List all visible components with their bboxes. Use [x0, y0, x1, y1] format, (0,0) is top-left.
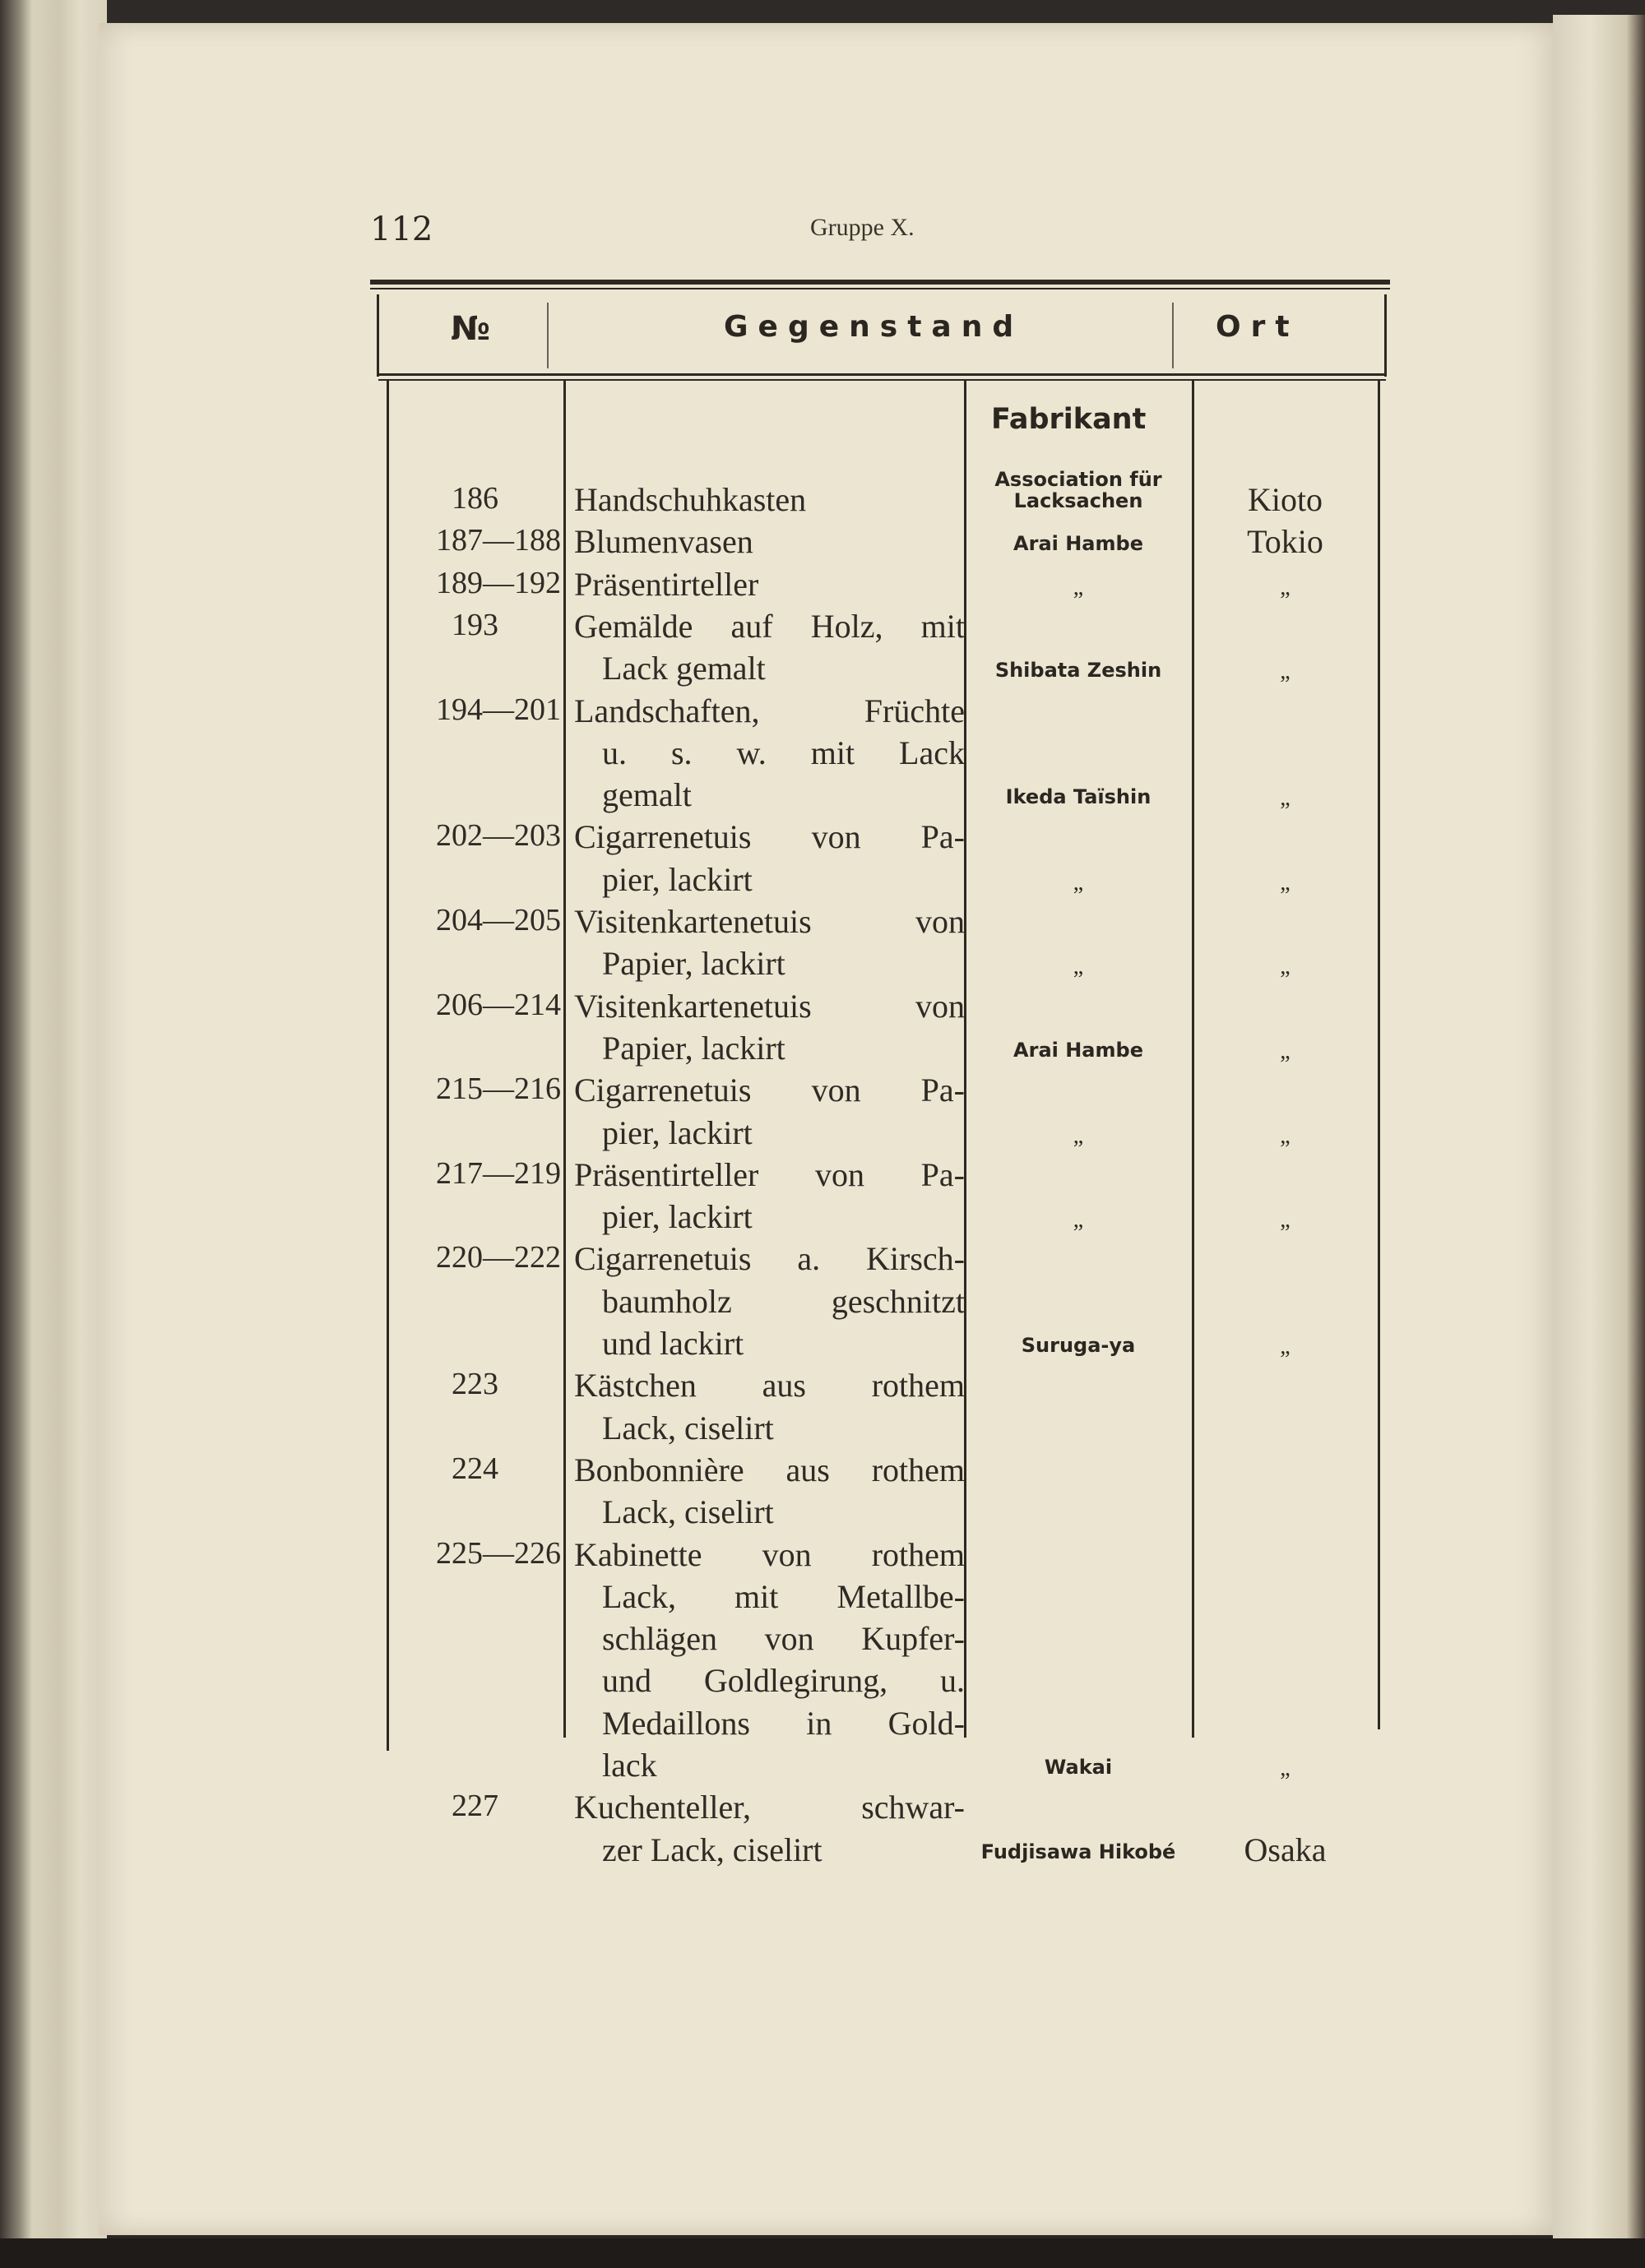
row-number: 194—201 [436, 692, 561, 727]
book-page-edges-right [1553, 15, 1645, 2268]
ort-cell: Osaka [1244, 1831, 1327, 1868]
ort-cell: „ [1280, 869, 1291, 896]
item-description-line: Präsentirteller von Pa- [574, 1155, 965, 1193]
header-right-border [1384, 294, 1387, 377]
item-description-line: Papier, lackirt [602, 945, 785, 983]
ort-cell: „ [1280, 574, 1291, 600]
item-description-line: Handschuhkasten [574, 481, 807, 518]
column-header-gegenstand: Gegenstand [724, 310, 1024, 344]
item-description-line: Visitenkartenetuis von [574, 903, 965, 940]
item-description-line: pier, lackirt [602, 1113, 753, 1151]
row-number: 224 [452, 1451, 498, 1486]
fabrikant-cell: Fudjisawa Hikobé [980, 1840, 1176, 1863]
row-number: 215—216 [436, 1072, 561, 1107]
ort-cell: „ [1280, 1122, 1291, 1149]
item-description-line: gemalt [602, 776, 692, 814]
fabrikant-cell: Shibata Zeshin [994, 659, 1162, 683]
row-number: 227 [452, 1789, 498, 1824]
table-left-border [387, 381, 389, 1751]
row-number: 206—214 [436, 987, 561, 1022]
item-description-line: Medaillons in Gold- [602, 1704, 965, 1742]
row-number: 223 [452, 1367, 498, 1402]
item-description-line: Visitenkartenetuis von [574, 987, 965, 1025]
item-description-line: Präsentirteller [574, 565, 759, 603]
running-head: Gruppe X. [810, 214, 915, 241]
row-number: 217—219 [436, 1155, 561, 1191]
fabrikant-cell: Wakai [1044, 1756, 1113, 1779]
item-description-line: baumholz geschnitzt [602, 1282, 965, 1320]
ort-cell: Kioto [1247, 481, 1323, 518]
row-number: 202—203 [436, 818, 561, 854]
item-description-line: Lack, mit Metallbe- [602, 1577, 965, 1615]
fabrikant-cell: „ [1073, 954, 1084, 980]
ort-cell: „ [1280, 1334, 1291, 1359]
item-description-line: Kästchen aus rothem [574, 1367, 965, 1405]
row-number: 193 [452, 607, 498, 642]
fabrikant-line: Lacksachen [1013, 489, 1143, 512]
item-description-line: Kabinette von rothem [574, 1535, 965, 1573]
table-top-rule-thin [370, 288, 1390, 289]
book-top-edge [0, 0, 1645, 25]
item-description-line: und Goldlegirung, u. [602, 1662, 965, 1700]
ort-cell: „ [1280, 1038, 1291, 1064]
fabrikant-cell: „ [1073, 869, 1084, 896]
item-description-line: Lack, ciselirt [602, 1493, 774, 1531]
row-number: 186 [452, 481, 498, 516]
row-number: 220—222 [436, 1240, 561, 1275]
column-header-fabrikant: Fabrikant [991, 403, 1147, 436]
table-right-border [1378, 381, 1380, 1729]
ort-cell: Tokio [1247, 523, 1323, 561]
item-description-line: pier, lackirt [602, 860, 753, 898]
item-description-line: Papier, lackirt [602, 1029, 785, 1067]
ort-cell: „ [1280, 1756, 1291, 1781]
header-bottom-rule [378, 373, 1386, 376]
item-description-line: Landschaften, Früchte [574, 692, 965, 729]
row-number: 204—205 [436, 903, 561, 937]
fabrikant-cell: „ [1073, 1207, 1084, 1234]
row-number: 189—192 [436, 565, 561, 600]
item-description-line: und lackirt [602, 1325, 744, 1362]
column-divider-fabrikant [1192, 381, 1194, 1738]
item-description-line: zer Lack, ciselirt [602, 1831, 822, 1868]
fabrikant-cell: Suruga-ya [1021, 1334, 1136, 1357]
fabrikant-line: Association für [994, 468, 1162, 491]
fabrikant-cell: „ [1073, 574, 1084, 600]
column-divider-no [563, 381, 566, 1738]
column-header-ort: Ort [1216, 310, 1300, 344]
item-description-line: u. s. w. mit Lack [602, 734, 965, 771]
item-description-line: Gemälde auf Holz, mit [574, 607, 965, 645]
item-description-line: Blumenvasen [574, 523, 753, 561]
row-number: 187—188 [436, 523, 561, 558]
fabrikant-cell: Arai Hambe [1013, 1038, 1143, 1062]
item-description-line: Bonbonnière aus rothem [574, 1451, 965, 1488]
header-divider-ort [1172, 303, 1174, 368]
book-bottom-edge [0, 2238, 1645, 2268]
ort-cell: „ [1280, 954, 1291, 980]
ort-cell: „ [1280, 785, 1291, 812]
header-left-border [377, 294, 379, 377]
table-top-rule [370, 280, 1390, 285]
column-header-no: № [451, 310, 491, 348]
item-description-line: Cigarrenetuis a. Kirsch- [574, 1240, 965, 1278]
header-bottom-rule-thin [378, 379, 1386, 381]
item-description-line: schlägen von Kupfer- [602, 1620, 965, 1658]
item-description-line: Lack gemalt [602, 650, 766, 687]
header-divider-no [547, 303, 549, 368]
item-description-line: Cigarrenetuis von Pa- [574, 1072, 965, 1109]
ort-cell: „ [1280, 659, 1291, 685]
item-description-line: Cigarrenetuis von Pa- [574, 818, 965, 856]
item-description-line: Lack, ciselirt [602, 1409, 774, 1446]
item-description-line: lack [602, 1747, 657, 1784]
book-page-edges-left [0, 0, 107, 2268]
page-number: 112 [370, 211, 433, 248]
fabrikant-cell: Arai Hambe [1013, 532, 1143, 556]
fabrikant-cell: „ [1073, 1122, 1084, 1149]
ort-cell: „ [1280, 1207, 1291, 1234]
row-number: 225—226 [436, 1535, 561, 1571]
item-description-line: Kuchenteller, schwar- [574, 1789, 965, 1826]
fabrikant-cell: Ikeda Taïshin [1005, 785, 1152, 809]
item-description-line: pier, lackirt [602, 1198, 753, 1236]
fabrikant-cell [971, 469, 1186, 511]
